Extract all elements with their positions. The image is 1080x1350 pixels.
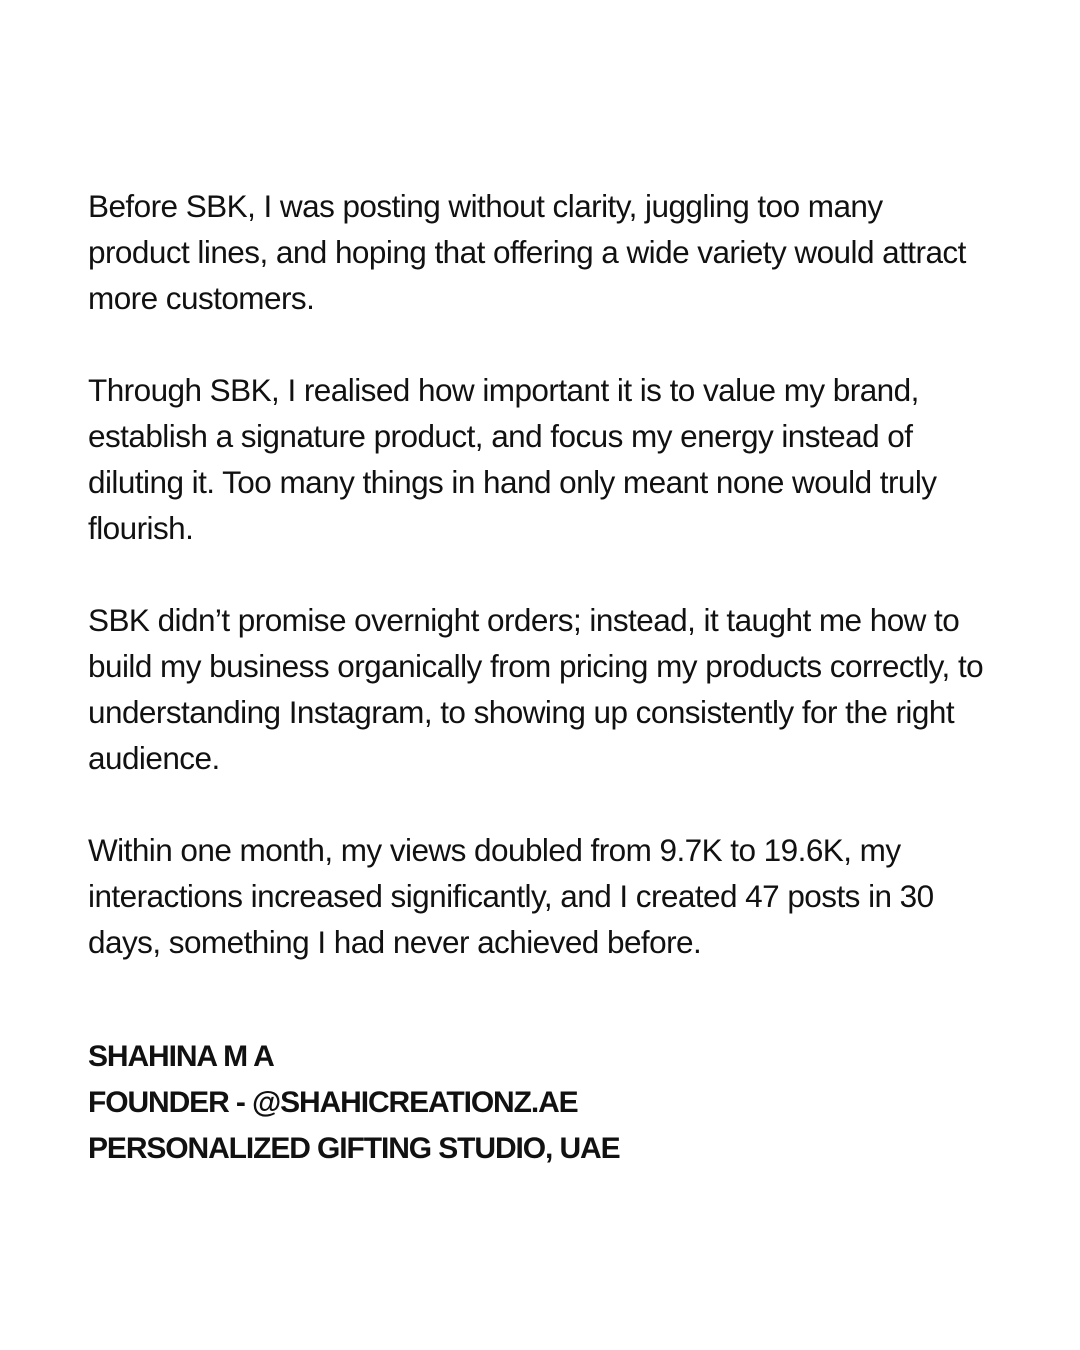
testimonial-paragraph-4: Within one month, my views doubled from 9.7K to 19.6K, my interactions increased significantly, and I created 47 posts in 30 days, something I had never achieved before. <box>88 832 934 960</box>
author-business: PERSONALIZED GIFTING STUDIO, UAE <box>88 1132 620 1165</box>
author-role: FOUNDER - @SHAHICREATIONZ.AE <box>88 1086 578 1119</box>
testimonial-body <box>88 183 988 965</box>
testimonial-paragraph-1: Before SBK, I was posting without clarity, juggling too many product lines, and hoping that offering a wide variety would attract more customers. <box>88 188 966 316</box>
testimonial-paragraph-2: Through SBK, I realised how important it is to value my brand, establish a signature product, and focus my energy instead of diluting it. Too many things in hand only meant none would truly flourish. <box>88 372 937 546</box>
testimonial-paragraph-3: SBK didn’t promise overnight orders; instead, it taught me how to build my business organically from pricing my products correctly, to understanding Instagram, to showing up consistently for the right audience. <box>88 602 984 776</box>
testimonial-signature <box>88 1034 988 1172</box>
author-name: SHAHINA M A <box>88 1040 274 1073</box>
